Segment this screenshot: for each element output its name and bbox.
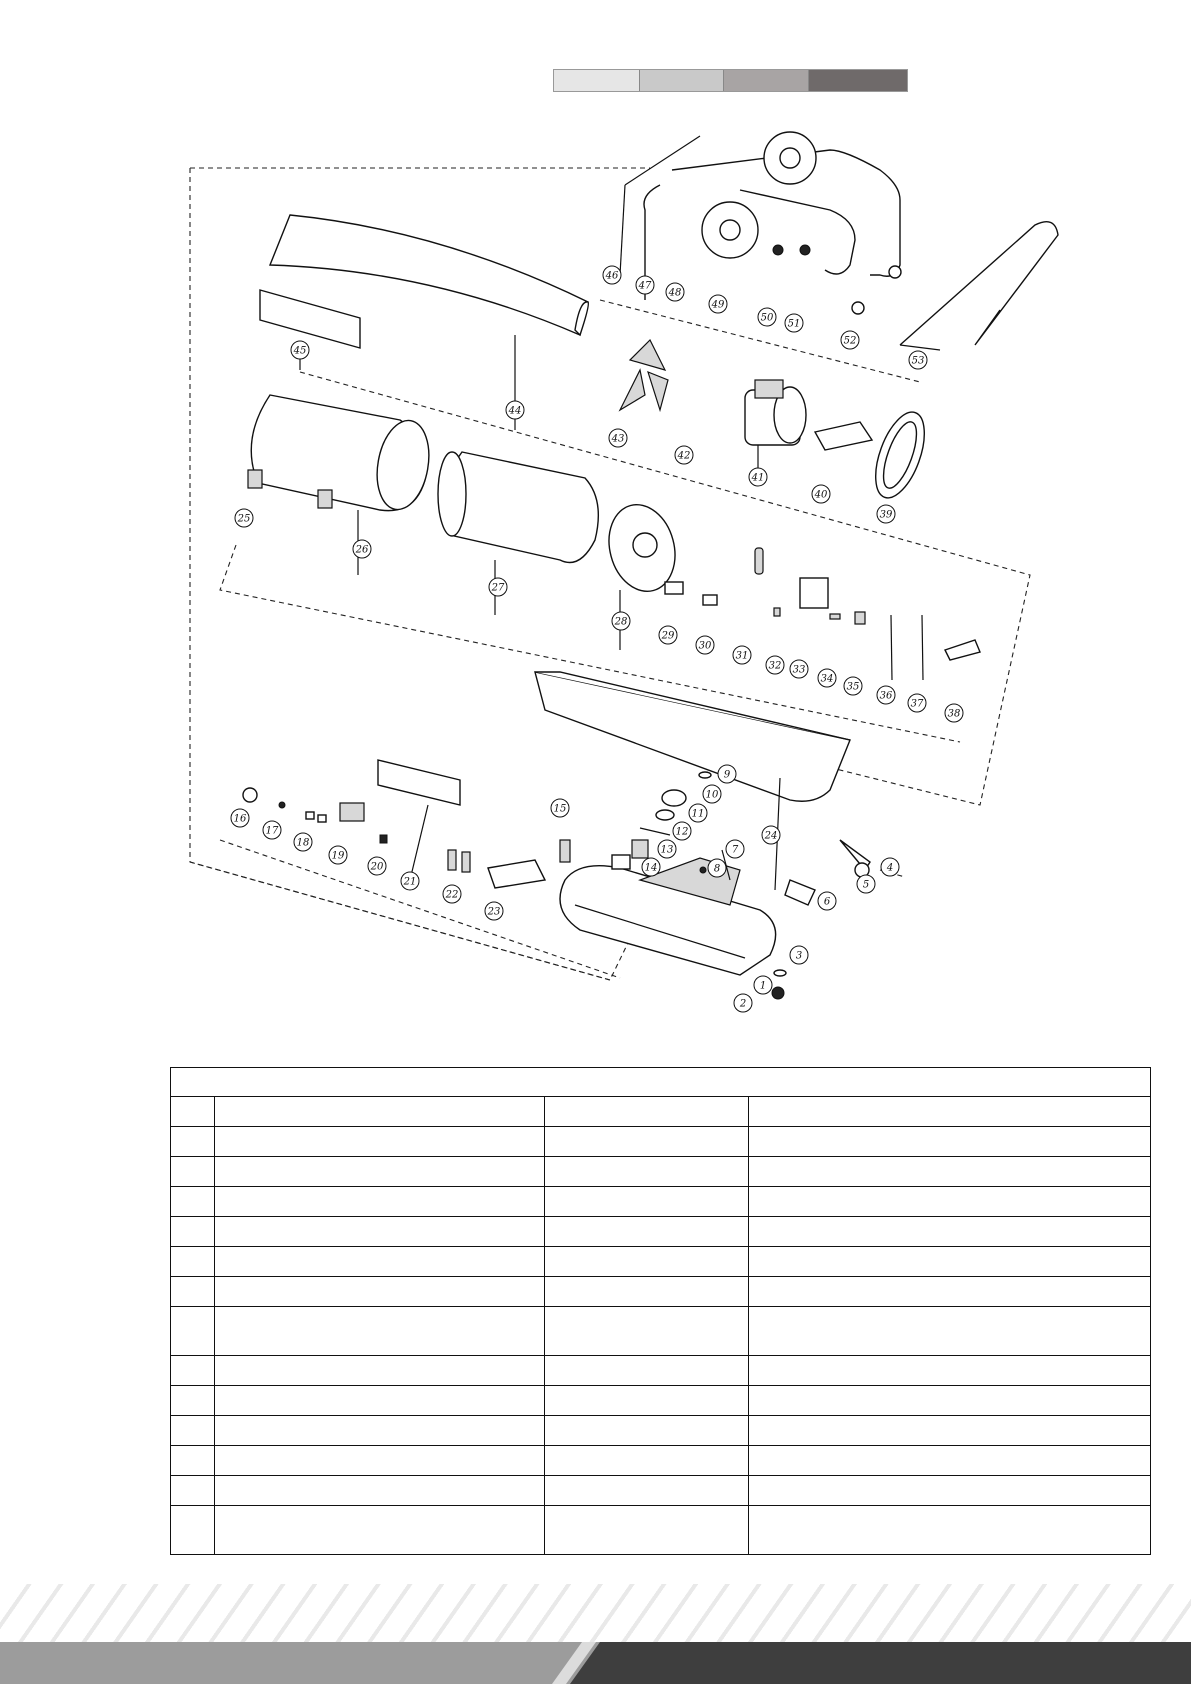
part-label (844, 677, 862, 695)
part-label (443, 885, 461, 903)
svg-text:30: 30 (698, 640, 712, 652)
svg-text:42: 42 (677, 450, 691, 462)
part-label (703, 785, 721, 803)
control-panel-parts (243, 760, 545, 888)
svg-text:3: 3 (795, 950, 803, 962)
table-cell (215, 1277, 545, 1307)
table-cell (171, 1277, 215, 1307)
svg-text:37: 37 (910, 698, 924, 710)
table-cell (171, 1356, 215, 1386)
part-label (790, 946, 808, 964)
table-cell (749, 1127, 1151, 1157)
table-cell (171, 1068, 1151, 1097)
table-row (171, 1157, 1151, 1187)
table-cell (545, 1386, 749, 1416)
table-cell (215, 1097, 545, 1127)
fan-guard-part (866, 406, 934, 504)
table-cell (171, 1217, 215, 1247)
part-label (353, 540, 371, 558)
part-label (709, 295, 727, 313)
part-label (506, 401, 524, 419)
part-label (329, 846, 347, 864)
svg-text:20: 20 (370, 861, 384, 873)
outer-cylinder-part (248, 395, 435, 575)
svg-text:21: 21 (403, 876, 417, 888)
table-cell (749, 1416, 1151, 1446)
svg-text:33: 33 (792, 664, 806, 676)
footer-band-left (0, 1642, 620, 1684)
svg-text:2: 2 (739, 998, 747, 1010)
table-cell (545, 1476, 749, 1506)
table-cell (749, 1386, 1151, 1416)
part-label (603, 266, 621, 284)
table-cell (545, 1097, 749, 1127)
table-cell (545, 1127, 749, 1157)
page-footer-banner (0, 1584, 1191, 1684)
svg-text:11: 11 (691, 808, 705, 820)
svg-text:5: 5 (862, 879, 870, 891)
svg-text:16: 16 (233, 813, 247, 825)
table-cell (215, 1127, 545, 1157)
table-row (171, 1446, 1151, 1476)
svg-text:6: 6 (823, 896, 831, 908)
table-cell (215, 1386, 545, 1416)
svg-text:48: 48 (668, 287, 682, 299)
part-label (231, 809, 249, 827)
table-cell (749, 1187, 1151, 1217)
svg-text:47: 47 (638, 280, 652, 292)
part-label (818, 892, 836, 910)
part-label (877, 505, 895, 523)
table-cell (215, 1247, 545, 1277)
part-label (263, 821, 281, 839)
table-cell (545, 1277, 749, 1307)
part-label (841, 331, 859, 349)
part-label (877, 686, 895, 704)
svg-text:34: 34 (820, 673, 834, 685)
part-label (609, 429, 627, 447)
part-label (726, 840, 744, 858)
svg-text:40: 40 (814, 489, 828, 501)
part-label (909, 351, 927, 369)
table-row (171, 1307, 1151, 1356)
svg-text:10: 10 (705, 789, 719, 801)
table-cell (171, 1097, 215, 1127)
table-cell (749, 1277, 1151, 1307)
table-cell (215, 1506, 545, 1555)
part-label (696, 636, 714, 654)
svg-text:39: 39 (879, 509, 893, 521)
part-label (754, 976, 772, 994)
table-cell (215, 1307, 545, 1356)
part-label (818, 669, 836, 687)
svg-text:43: 43 (611, 433, 625, 445)
bracket-part (815, 422, 872, 450)
table-cell (749, 1307, 1151, 1356)
fuel-tank-part (560, 858, 776, 975)
svg-text:49: 49 (711, 299, 725, 311)
svg-text:7: 7 (731, 844, 739, 856)
part-label (908, 694, 926, 712)
part-label (291, 341, 309, 359)
part-label (945, 704, 963, 722)
table-cell (749, 1247, 1151, 1277)
part-label (658, 840, 676, 858)
table-cell (215, 1356, 545, 1386)
svg-text:24: 24 (764, 830, 778, 842)
svg-text:53: 53 (911, 355, 925, 367)
wheel-frame-part (620, 132, 1058, 350)
fan-blade-part (620, 340, 668, 410)
svg-text:32: 32 (768, 660, 782, 672)
part-label (790, 660, 808, 678)
table-cell (171, 1476, 215, 1506)
svg-text:51: 51 (787, 318, 801, 330)
side-plate-part (260, 290, 360, 370)
part-label (749, 468, 767, 486)
part-label (785, 314, 803, 332)
svg-text:28: 28 (614, 616, 628, 628)
table-row (171, 1356, 1151, 1386)
table-cell (171, 1446, 215, 1476)
table-cell (215, 1157, 545, 1187)
table-row (171, 1247, 1151, 1277)
table-row (171, 1277, 1151, 1307)
table-cell (749, 1446, 1151, 1476)
svg-text:46: 46 (605, 270, 619, 282)
table-cell (749, 1476, 1151, 1506)
svg-text:31: 31 (735, 650, 749, 662)
small-components (665, 548, 980, 680)
svg-text:27: 27 (491, 582, 505, 594)
part-label (857, 875, 875, 893)
svg-text:19: 19 (331, 850, 345, 862)
svg-text:26: 26 (355, 544, 369, 556)
part-label (758, 308, 776, 326)
svg-text:25: 25 (237, 513, 251, 525)
part-label (673, 822, 691, 840)
table-cell (171, 1157, 215, 1187)
svg-text:18: 18 (296, 837, 310, 849)
table-cell (215, 1217, 545, 1247)
svg-text:45: 45 (293, 345, 307, 357)
table-cell (749, 1217, 1151, 1247)
table-cell (749, 1097, 1151, 1127)
svg-text:36: 36 (879, 690, 893, 702)
part-label (489, 578, 507, 596)
table-cell (215, 1476, 545, 1506)
part-label (551, 799, 569, 817)
table-cell (215, 1416, 545, 1446)
part-label (294, 833, 312, 851)
table-cell (545, 1307, 749, 1356)
svg-text:41: 41 (751, 472, 765, 484)
part-label (235, 509, 253, 527)
table-cell (171, 1416, 215, 1446)
table-row (171, 1127, 1151, 1157)
part-label (734, 994, 752, 1012)
table-cell (545, 1446, 749, 1476)
lower-shell-part (535, 672, 850, 890)
table-cell (545, 1506, 749, 1555)
part-label (766, 656, 784, 674)
part-label (718, 765, 736, 783)
table-cell (749, 1356, 1151, 1386)
part-label (881, 858, 899, 876)
svg-text:1: 1 (759, 980, 767, 992)
footer-hatch-pattern (0, 1584, 1191, 1642)
table-cell (171, 1247, 215, 1277)
svg-text:22: 22 (445, 889, 459, 901)
svg-text:14: 14 (644, 862, 658, 874)
part-label (689, 804, 707, 822)
part-label (636, 276, 654, 294)
table-cell (545, 1217, 749, 1247)
svg-text:44: 44 (508, 405, 522, 417)
table-cell (215, 1187, 545, 1217)
motor-part (745, 380, 806, 480)
part-label (642, 858, 660, 876)
table-cell (545, 1187, 749, 1217)
part-label (733, 646, 751, 664)
svg-text:50: 50 (760, 312, 774, 324)
table-cell (215, 1446, 545, 1476)
dashed-guide-lines (190, 168, 1030, 980)
table-cell (545, 1157, 749, 1187)
svg-text:9: 9 (723, 769, 731, 781)
svg-text:17: 17 (265, 825, 279, 837)
svg-text:35: 35 (846, 681, 860, 693)
svg-text:12: 12 (675, 826, 689, 838)
table-cell (171, 1307, 215, 1356)
part-label (612, 612, 630, 630)
svg-text:52: 52 (843, 335, 857, 347)
table-row (171, 1097, 1151, 1127)
part-label (401, 872, 419, 890)
svg-text:13: 13 (660, 844, 674, 856)
part-label (762, 826, 780, 844)
table-cell (545, 1247, 749, 1277)
part-label (368, 857, 386, 875)
table-cell (171, 1386, 215, 1416)
svg-text:15: 15 (553, 803, 567, 815)
svg-text:23: 23 (487, 906, 501, 918)
parts-table (170, 1067, 1151, 1555)
table-row (171, 1476, 1151, 1506)
table-title-row (171, 1068, 1151, 1097)
part-label (812, 485, 830, 503)
table-cell (171, 1187, 215, 1217)
part-label (659, 626, 677, 644)
part-label (485, 902, 503, 920)
table-cell (749, 1157, 1151, 1187)
table-row (171, 1187, 1151, 1217)
table-cell (171, 1127, 215, 1157)
part-label (675, 446, 693, 464)
svg-text:4: 4 (886, 862, 894, 874)
table-cell (545, 1356, 749, 1386)
svg-text:8: 8 (713, 863, 721, 875)
table-cell (545, 1416, 749, 1446)
part-label (666, 283, 684, 301)
svg-text:38: 38 (947, 708, 961, 720)
combustion-chamber-part (438, 452, 598, 615)
table-row (171, 1217, 1151, 1247)
table-row (171, 1386, 1151, 1416)
part-label (708, 859, 726, 877)
table-cell (171, 1506, 215, 1555)
table-row (171, 1506, 1151, 1555)
table-row (171, 1416, 1151, 1446)
table-cell (749, 1506, 1151, 1555)
svg-text:29: 29 (661, 630, 675, 642)
